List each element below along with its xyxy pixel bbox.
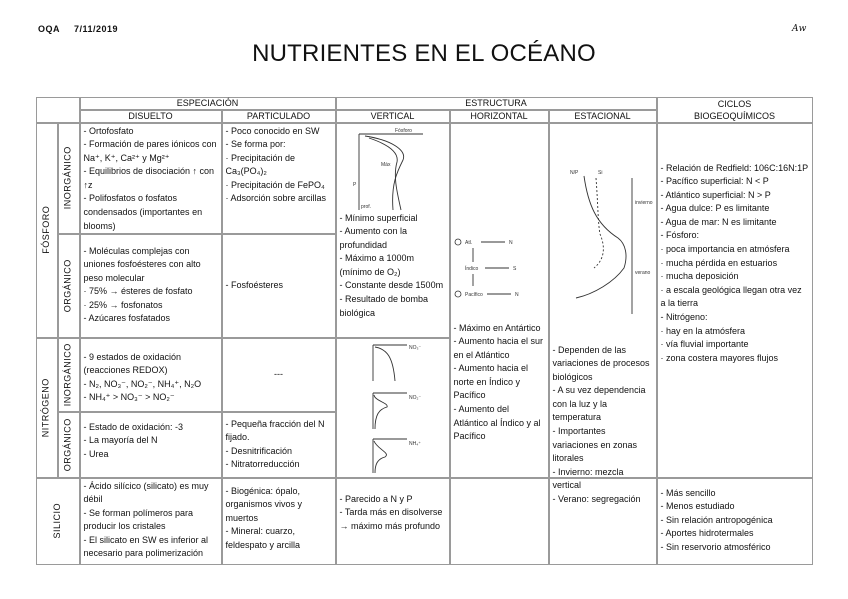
col-ciclos-line1: CICLOS bbox=[717, 98, 752, 109]
col-horizontal: HORIZONTAL bbox=[450, 110, 549, 123]
list-item: - 9 estados de oxidación (reacciones REDOX) bbox=[83, 351, 182, 376]
list-item: - Biogénica: ópalo, organismos vivos y muertos bbox=[225, 485, 303, 523]
sketch-label: Fósforo bbox=[394, 127, 412, 134]
list-item: · 25% → fosfonatos bbox=[83, 299, 163, 310]
list-item: - El silicato en SW es inferior al necesario para polimerización bbox=[83, 534, 209, 559]
seasonal-profile-sketch bbox=[554, 164, 654, 324]
cell-n-vertical bbox=[336, 338, 450, 478]
cell-si-estacional bbox=[549, 478, 657, 565]
list-item: - Formación de pares iónicos con Na⁺, K⁺, Ca²⁺ y Mg²⁺ bbox=[83, 139, 217, 163]
header-signature: Aw bbox=[792, 24, 807, 34]
col-estructura: ESTRUCTURA bbox=[336, 97, 657, 110]
list-item: - Atlántico superficial: N > P bbox=[660, 189, 771, 200]
list-item: - Poco conocido en SW bbox=[225, 125, 320, 136]
cell-si-particulado bbox=[222, 478, 336, 565]
cell-p-inorg-disuelto bbox=[80, 123, 222, 234]
list-item: - Pacífico superficial: N < P bbox=[660, 176, 769, 187]
list-item: - Ortofosfato bbox=[83, 125, 134, 136]
list-item: - Parecido a N y P bbox=[339, 493, 413, 504]
cell-n-inorg-disuelto bbox=[80, 338, 222, 412]
list-item: · Precipitación de Ca₃(PO₄)₂ bbox=[225, 152, 296, 177]
cell-si-disuelto bbox=[80, 478, 222, 565]
list-item: - Invierno: mezcla vertical bbox=[552, 466, 624, 491]
list-item: · 75% → ésteres de fosfato bbox=[83, 286, 193, 297]
list-item: - Aportes hidrotermales bbox=[660, 528, 754, 539]
cell-horizontal bbox=[450, 123, 549, 478]
list-item: - Constante desde 1500m bbox=[339, 280, 444, 291]
list-item: - Dependen de las variaciones de procesos biológicos bbox=[552, 344, 650, 382]
col-especiacion: ESPECIACIÓN bbox=[80, 97, 336, 110]
col-estacional: ESTACIONAL bbox=[549, 110, 657, 123]
horizontal-notes bbox=[454, 322, 546, 444]
list-item: - Se forma por: bbox=[225, 139, 286, 150]
row-silicio: SILICIO bbox=[36, 478, 80, 565]
header-initials: OQA bbox=[38, 24, 61, 34]
list-item: - NH₄⁺ > NO₃⁻ > NO₂⁻ bbox=[83, 392, 175, 403]
cell-n-org-disuelto bbox=[80, 412, 222, 478]
header-date: 7/11/2019 bbox=[74, 24, 119, 34]
sketch-label: N/P bbox=[569, 169, 578, 176]
sketch-label: NO₃⁻ bbox=[408, 344, 421, 351]
list-item: - Agua dulce: P es limitante bbox=[660, 203, 770, 214]
sketch-label: NH₄⁺ bbox=[408, 440, 421, 447]
page-title: NUTRIENTES EN EL OCÉANO bbox=[252, 40, 596, 67]
list-item: - Ácido silícico (silicato) es muy débil bbox=[83, 480, 209, 505]
list-item: - Aumento del Atlántico al Índico y al Pacífico bbox=[453, 404, 541, 442]
nitrogen-depth-profiles-sketch bbox=[367, 341, 427, 475]
list-item: - Mínimo superficial bbox=[339, 212, 418, 223]
list-item: · mucha pérdida en estuarios bbox=[660, 257, 778, 268]
sketch-label: prof. bbox=[360, 203, 371, 210]
list-item: · a escala geológica llegan otra vez a la tierra bbox=[660, 284, 802, 309]
sketch-label: NO₂⁻ bbox=[408, 394, 421, 401]
list-item: - Mineral: cuarzo, feldespato y arcilla bbox=[225, 526, 301, 550]
list-item: - Moléculas complejas con uniones fosfoésteres con alto peso molecular bbox=[83, 245, 201, 283]
col-disuelto: DISUELTO bbox=[80, 110, 222, 123]
col-ciclos bbox=[657, 97, 813, 123]
row-fosforo: FÓSFORO bbox=[36, 123, 58, 338]
list-item: - Fósforo: bbox=[660, 230, 700, 241]
row-nitrogeno-inorganico: INORGÁNICO bbox=[58, 338, 80, 412]
sketch-label: Máx bbox=[380, 161, 390, 168]
p-vertical-notes bbox=[340, 212, 447, 321]
cell-p-vertical bbox=[336, 123, 450, 338]
cell-n-org-particulado bbox=[222, 412, 336, 478]
list-item: - Azúcares fosfatados bbox=[83, 313, 171, 324]
col-particulado: PARTICULADO bbox=[222, 110, 336, 123]
row-nitrogeno: NITRÓGENO bbox=[36, 338, 58, 478]
list-item: · vía fluvial importante bbox=[660, 339, 749, 350]
cell-si-ciclos bbox=[657, 478, 813, 565]
list-item: - Se forman polímeros para producir los cristales bbox=[83, 507, 194, 532]
horizontal-distribution-sketch bbox=[453, 228, 547, 304]
cell-p-org-disuelto bbox=[80, 234, 222, 338]
row-nitrogeno-organico: ORGÁNICO bbox=[58, 412, 80, 478]
sketch-label: N bbox=[508, 239, 513, 246]
list-item: - Máximo a 1000m (mínimo de O₂) bbox=[339, 253, 415, 277]
list-item: - Nitratorreducción bbox=[225, 459, 300, 470]
list-item: - Sin reservorio atmosférico bbox=[660, 541, 771, 552]
cell-estacional bbox=[549, 123, 657, 505]
list-item: · zona costera mayores flujos bbox=[660, 352, 779, 363]
list-item: · poca importancia en atmósfera bbox=[660, 244, 790, 255]
row-fosforo-inorganico: INORGÁNICO bbox=[58, 123, 80, 234]
list-item: - N₂, NO₃⁻, NO₂⁻, NH₄⁺, N₂O bbox=[83, 378, 202, 389]
list-item: - Aumento con la profundidad bbox=[339, 226, 408, 250]
list-item: - Resultado de bomba biológica bbox=[339, 294, 429, 318]
list-item: - Sin relación antropogénica bbox=[660, 514, 773, 525]
phosphate-depth-profile-sketch bbox=[351, 126, 431, 212]
sketch-label: Atl. bbox=[464, 239, 472, 246]
list-item: · Precipitación de FePO₄ bbox=[225, 179, 325, 190]
col-ciclos-line2: BIOGEOQUÍMICOS bbox=[693, 110, 775, 121]
list-item: - Más sencillo bbox=[660, 487, 716, 498]
list-item: - Equilibrios de disociación ↑ con ↑z bbox=[83, 166, 215, 190]
list-item: - Aumento hacia el norte en Índico y Pacífico bbox=[453, 363, 529, 401]
list-item: - Tarda más en disolverse → máximo más profundo bbox=[339, 507, 443, 531]
cell-si-horizontal bbox=[450, 478, 549, 565]
sketch-label: verano bbox=[634, 269, 650, 276]
sketch-label: P bbox=[352, 181, 356, 188]
sketch-label: S bbox=[512, 265, 516, 272]
col-vertical: VERTICAL bbox=[336, 110, 450, 123]
cell-p-org-particulado: - Fosfoésteres bbox=[222, 234, 336, 338]
list-item: - La mayoría del N bbox=[83, 435, 158, 446]
list-item: - Desnitrificación bbox=[225, 445, 293, 456]
list-item: · hay en la atmósfera bbox=[660, 325, 746, 336]
row-fosforo-organico: ORGÁNICO bbox=[58, 234, 80, 338]
cell-si-vertical bbox=[336, 478, 450, 565]
list-item: - Aumento hacia el sur en el Atlántico bbox=[453, 336, 544, 360]
sketch-label: N bbox=[514, 291, 519, 298]
cell-ciclos-pn bbox=[657, 123, 813, 478]
list-item: - Estado de oxidación: -3 bbox=[83, 421, 184, 432]
list-item: - Pequeña fracción del N fijado. bbox=[225, 418, 325, 443]
sketch-label: Pacífico bbox=[464, 291, 483, 298]
list-item: - Importantes variaciones en zonas litorales bbox=[552, 426, 638, 464]
cell-n-inorg-particulado: --- bbox=[222, 338, 336, 412]
list-item: · Adsorción sobre arcillas bbox=[225, 193, 327, 204]
list-item: - Polifosfatos o fosfatos condensados (importantes en blooms) bbox=[83, 193, 203, 231]
list-item: · mucha deposición bbox=[660, 271, 739, 282]
list-item: - Verano: segregación bbox=[552, 494, 641, 505]
list-item: - A su vez dependencia con la luz y la temperatura bbox=[552, 385, 646, 423]
list-item: - Relación de Redfield: 106C:16N:1P bbox=[660, 162, 809, 173]
cell-p-inorg-particulado bbox=[222, 123, 336, 234]
list-item: - Urea bbox=[83, 448, 109, 459]
list-item: - Nitrógeno: bbox=[660, 312, 708, 323]
sketch-label: invierno bbox=[634, 199, 653, 206]
sketch-label: Índico bbox=[464, 265, 478, 272]
list-item: - Menos estudiado bbox=[660, 501, 735, 512]
list-item: - Máximo en Antártico bbox=[453, 322, 541, 333]
nutrients-table bbox=[36, 97, 813, 565]
list-item: - Agua de mar: N es limitante bbox=[660, 216, 777, 227]
sketch-label: Si bbox=[597, 169, 602, 176]
header-corner bbox=[36, 97, 80, 123]
